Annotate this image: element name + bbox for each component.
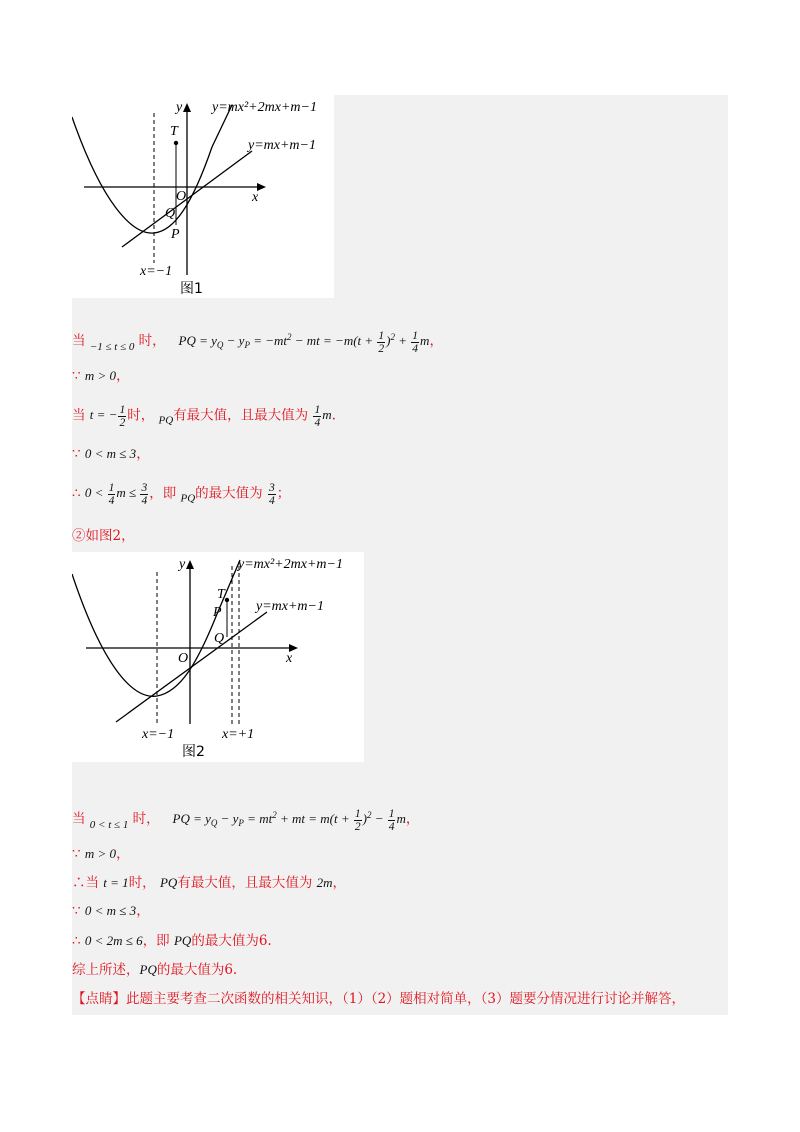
line-summary: 综上所述，PQ的最大值为6. bbox=[72, 962, 238, 978]
fig2-vertical-left: x=−1 bbox=[142, 727, 175, 742]
line-conclusion-1: ∴ 0 < $\frac{1}{4}$ m ≤ $\frac{3}{4}$ ，即 $_{PQ}$的最大值为 $\frac{3}{4}$ ； bbox=[72, 482, 291, 507]
fig2-point-t: T bbox=[217, 587, 225, 602]
fig2-point-p: P bbox=[213, 605, 222, 620]
fig2-y-axis-label: y bbox=[179, 557, 186, 572]
line-max-case1: 当 t = − $\frac{1}{2}$ 时， $_{PQ}$有最大值，且最大值为 $\frac{1}{4}$ m. bbox=[72, 404, 336, 429]
fig2-point-q: Q bbox=[214, 631, 225, 646]
fig1-point-p: P bbox=[171, 227, 180, 242]
line-m-range-2: ∵ 0 < m ≤ 3， bbox=[72, 903, 150, 919]
fig1-vertical-label: x=−1 bbox=[140, 264, 173, 279]
fig1-line-label: y=mx+m−1 bbox=[248, 138, 316, 153]
fig2-vertical-right: x=+1 bbox=[222, 727, 255, 742]
fig1-caption: 图1 bbox=[180, 281, 203, 297]
line-case2: 当 $_{0 < t \le 1}$ 时， PQ = $y_Q - y_P = mt^2$ + mt = m(t + $\frac{1}{2}$ )$^2$ − $\frac{1}{4}$ m， bbox=[72, 807, 420, 833]
note-body: 此题主要考查二次函数的相关知识，（1）（2）题相对简单，（3）题要分情况进行讨论并解答， bbox=[126, 991, 686, 1007]
figure-2 bbox=[72, 552, 364, 762]
fig1-point-q: Q bbox=[165, 206, 176, 221]
line-m-positive-1: ∵ m > 0， bbox=[72, 368, 130, 384]
fig1-origin: O bbox=[176, 189, 187, 204]
case2-expression: PQ = $y_Q - y_P = mt^2$ + mt = m(t + $\frac{1}{2}$ )$^2$ − $\frac{1}{4}$ m bbox=[172, 807, 406, 833]
note-tag: 【点睛】 bbox=[72, 991, 126, 1007]
case2-heading: ②如图2， bbox=[72, 528, 135, 544]
case1-condition: −1 ≤ t ≤ 0 bbox=[89, 341, 135, 353]
line-m-positive-2: ∵ m > 0， bbox=[72, 846, 130, 862]
line-case1: 当 $_{-1 \le t \le 0}$ 时， PQ = $y_Q - y_P = -mt^2$ − mt = −m(t + $\frac{1}{2}$ )$^2$ + $\frac{1}{4}$ m， bbox=[72, 329, 443, 355]
case1-expression: PQ = $y_Q - y_P = -mt^2$ − mt = −m(t + $\frac{1}{2}$ )$^2$ + $\frac{1}{4}$ m bbox=[178, 329, 430, 355]
figure-1 bbox=[72, 95, 334, 298]
fig2-origin: O bbox=[178, 651, 189, 666]
fig1-curve-label: y=mx²+2mx+m−1 bbox=[212, 100, 317, 115]
fig2-caption: 图2 bbox=[182, 744, 205, 760]
case2-condition: 0 < t ≤ 1 bbox=[89, 819, 129, 831]
line-conclusion-2: ∴ 0 < 2m ≤ 6，即 PQ的最大值为6. bbox=[72, 933, 272, 949]
fig2-x-axis-label: x bbox=[286, 651, 293, 666]
fig1-x-axis-label: x bbox=[252, 190, 259, 205]
fig1-point-t: T bbox=[170, 124, 178, 139]
fig2-line-label: y=mx+m−1 bbox=[256, 599, 324, 614]
fig1-y-axis-label: y bbox=[176, 100, 183, 115]
line-m-range-1: ∵ 0 < m ≤ 3， bbox=[72, 446, 150, 462]
line-note bbox=[72, 990, 685, 1008]
line-max-case2: ∴当 t = 1时， PQ有最大值，且最大值为 2m， bbox=[72, 875, 347, 891]
fig2-curve-label: y=mx²+2mx+m−1 bbox=[238, 557, 343, 572]
